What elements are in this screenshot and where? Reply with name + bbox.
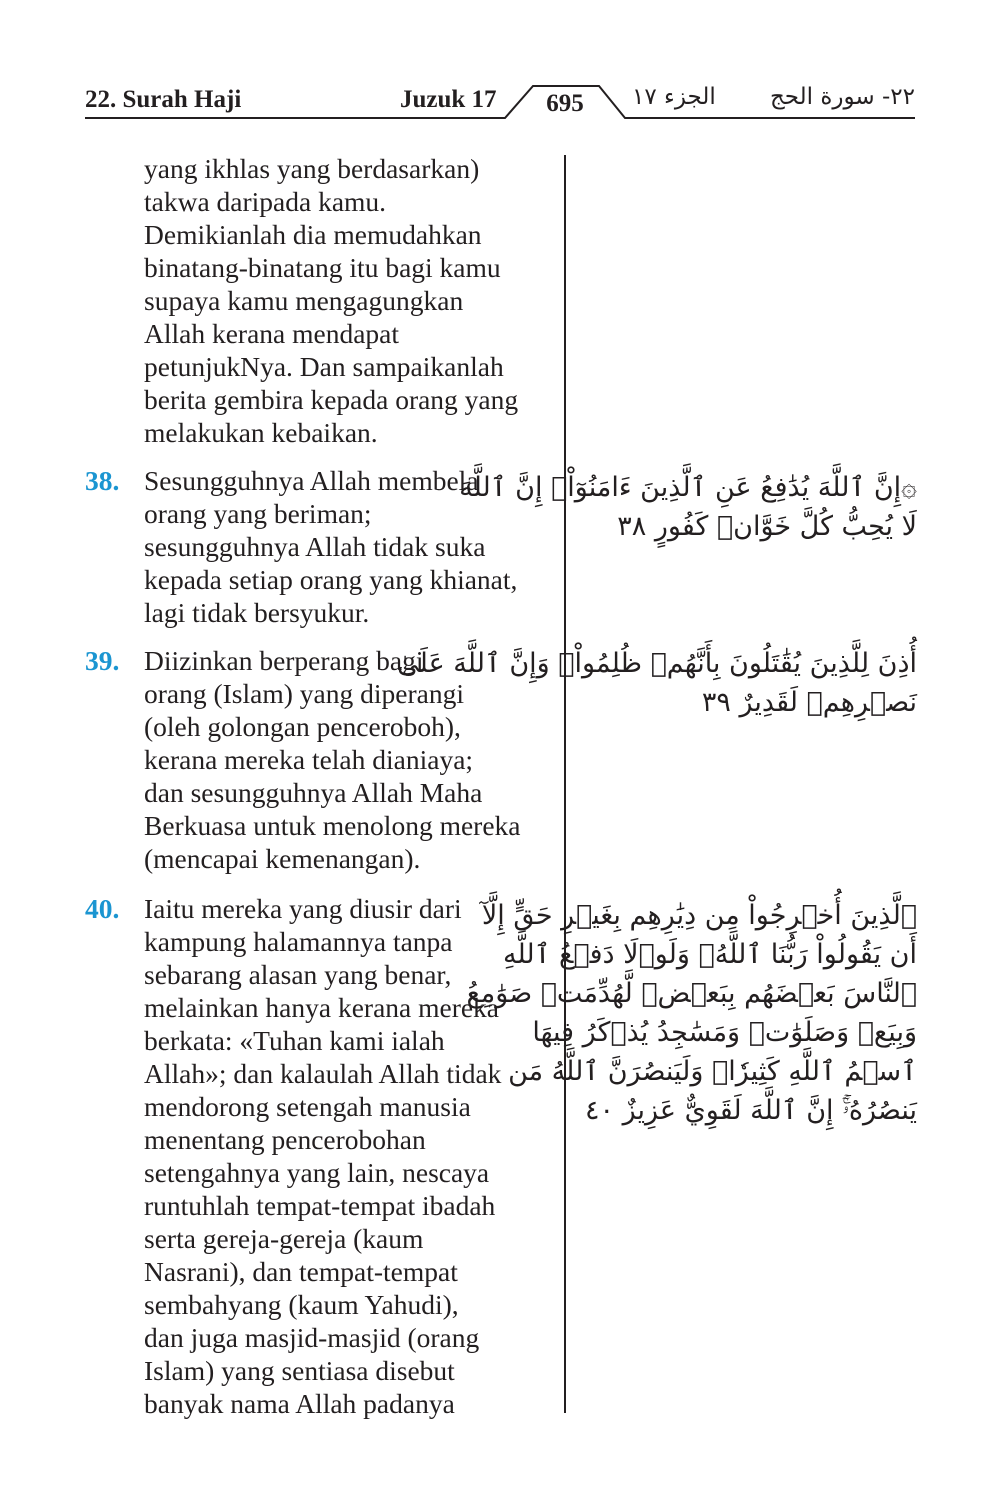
translation-line: Diizinkan berperang bagi [144, 645, 424, 676]
translation-line: Allah»; dan kalaulah Allah tidak [144, 1058, 502, 1089]
translation-line: runtuhlah tempat-tempat ibadah [144, 1190, 496, 1221]
translation-line: serta gereja-gereja (kaum [144, 1223, 424, 1254]
translation-line: takwa daripada kamu. [144, 186, 387, 217]
translation-line: berkata: «Tuhan kami ialah [144, 1025, 445, 1056]
translation-line: kampung halamannya tanpa [144, 926, 453, 957]
column-divider [564, 155, 566, 1413]
translation-line: dan sesungguhnya Allah Maha [144, 777, 483, 808]
translation-line: Nasrani), dan tempat-tempat [144, 1256, 458, 1287]
header-surah-title: 22. Surah Haji [85, 86, 242, 113]
translation-line: setengahnya yang lain, nescaya [144, 1157, 490, 1188]
arabic-line: لَا يُحِبُّ كُلَّ خَوَّانٖ كَفُورٍ ٣٨ [617, 511, 917, 542]
arabic-line: يَنصُرُهُۥٓۚ إِنَّ ٱللَّهَ لَقَوِيٌّ عَزِيزٌ ٤٠ [585, 1095, 917, 1126]
arabic-line: ۞إِنَّ ٱللَّهَ يُدَٰفِعُ عَنِ ٱلَّذِينَ ءَامَنُوٓاْۗ إِنَّ ٱللَّهَ [459, 472, 917, 503]
translation-line: petunjukNya. Dan sampaikanlah [144, 351, 504, 382]
header-surah-arabic: ٢٢- سورة الحج [769, 84, 915, 110]
verse-38-arabic [459, 468, 917, 546]
translation-line: melakukan kebaikan. [144, 417, 378, 448]
verse-40-translation [144, 892, 562, 1420]
verse-40-arabic [466, 896, 917, 1130]
translation-line: (mencapai kemenangan). [144, 843, 421, 874]
translation-line: (oleh golongan penceroboh), [144, 711, 461, 742]
translation-line: orang (Islam) yang diperangi [144, 678, 464, 709]
translation-line: dan juga masjid-masjid (orang [144, 1322, 480, 1353]
arabic-line: ٱسۡمُ ٱللَّهِ كَثِيرٗاۗ وَلَيَنصُرَنَّ ٱللَّهُ مَن [508, 1056, 917, 1087]
translation-line: melainkan hanya kerana mereka [144, 992, 500, 1023]
translation-line: Demikianlah dia memudahkan [144, 219, 482, 250]
translation-line: berita gembira kepada orang yang [144, 384, 519, 415]
translation-line: kepada setiap orang yang khianat, [144, 564, 518, 595]
verse-number-40: 40. [85, 893, 120, 924]
arabic-line: أُذِنَ لِلَّذِينَ يُقَٰتَلُونَ بِأَنَّهُمۡ ظُلِمُواْۚ وَإِنَّ ٱللَّهَ عَلَىٰ [397, 648, 917, 679]
translation-line: binatang-binatang itu bagi kamu [144, 252, 501, 283]
translation-line: sembahyang (kaum Yahudi), [144, 1289, 459, 1320]
translation-line: yang ikhlas yang berdasarkan) [144, 153, 480, 184]
translation-line: Allah kerana mendapat [144, 318, 400, 349]
arabic-line: وَبِيَعٞ وَصَلَوَٰتٞ وَمَسَٰجِدُ يُذۡكَرُ فِيهَا [532, 1017, 917, 1048]
arabic-line: نَصۡرِهِمۡ لَقَدِيرٌ ٣٩ [701, 687, 917, 718]
translation-line: kerana mereka telah dianiaya; [144, 744, 474, 775]
verse-39-arabic [397, 644, 917, 722]
translation-line: banyak nama Allah padanya [144, 1388, 455, 1419]
verse-number-38: 38. [85, 465, 120, 496]
translation-line: menentang pencerobohan [144, 1124, 426, 1155]
arabic-line: ٱلنَّاسَ بَعۡضَهُم بِبَعۡضٖ لَّهُدِّمَتۡ صَوَٰمِعُ [466, 978, 917, 1009]
translation-line: Sesungguhnya Allah membela [144, 465, 479, 496]
translation-line: sebarang alasan yang benar, [144, 959, 452, 990]
translation-line: Islam) yang sentiasa disebut [144, 1355, 455, 1386]
verse-number-39: 39. [85, 645, 120, 676]
arabic-line: ٱلَّذِينَ أُخۡرِجُواْ مِن دِيَٰرِهِم بِغَيۡرِ حَقٍّ إِلَّآ [481, 900, 917, 931]
translation-line: Berkuasa untuk menolong mereka [144, 810, 521, 841]
page-number: 695 [546, 90, 584, 117]
arabic-line: أَن يَقُولُواْ رَبُّنَا ٱللَّهُۗ وَلَوۡلَا دَفۡعُ ٱللَّهِ [503, 939, 917, 970]
translation-line: Iaitu mereka yang diusir dari [144, 893, 462, 924]
translation-line: mendorong setengah manusia [144, 1091, 471, 1122]
translation-line: supaya kamu mengagungkan [144, 285, 464, 316]
translation-line: lagi tidak bersyukur. [144, 597, 370, 628]
continuation-translation [144, 152, 562, 449]
header-juzuk: Juzuk 17 [400, 86, 497, 113]
translation-line: orang yang beriman; [144, 498, 372, 529]
header-juz-arabic: الجزء ١٧ [632, 84, 716, 110]
translation-line: sesungguhnya Allah tidak suka [144, 531, 486, 562]
